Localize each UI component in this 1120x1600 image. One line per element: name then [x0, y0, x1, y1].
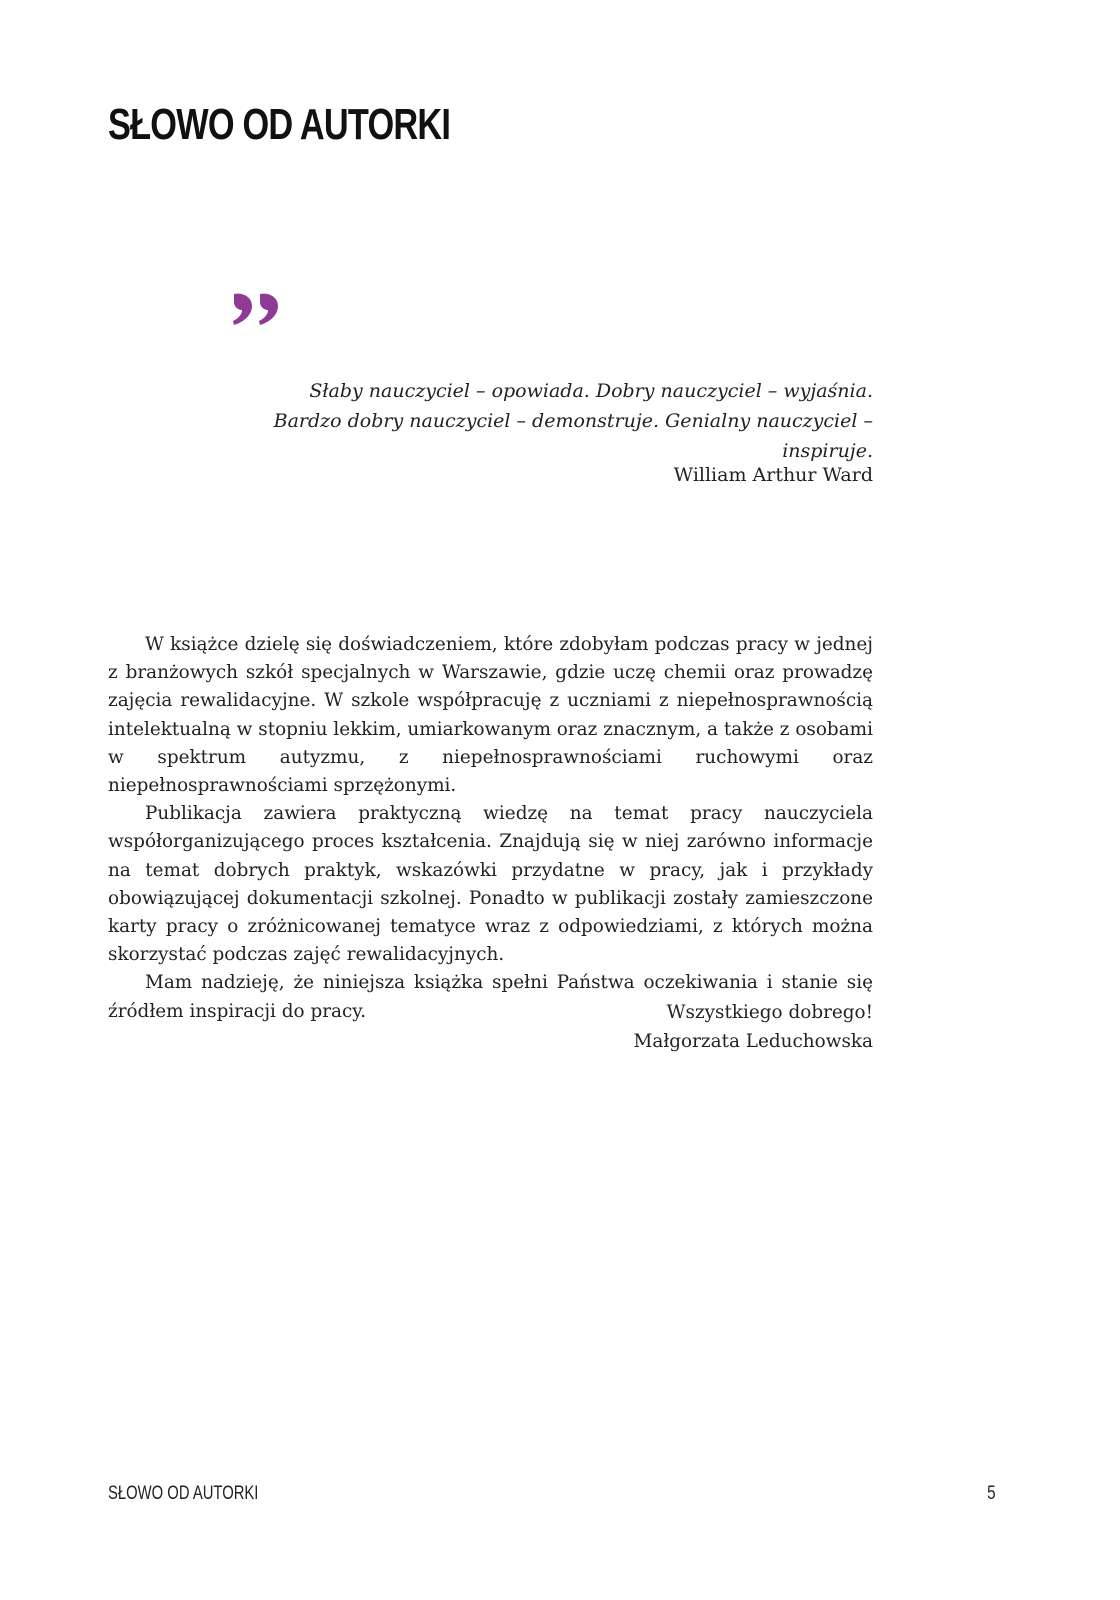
body-paragraph: W książce dzielę się doświadczeniem, które zdobyłam podczas pracy w jednej z branżowych szkół specjalnych w Warszawie, gdzie uczę chemii oraz prowadzę zajęcia rewalidacyjne. W szkole współpracuję z uczniami z niepełnosprawnością intelektualną w stopniu lekkim, umiarkowanym oraz znacznym, a także z osobami w spektrum autyzmu, z niepełnosprawnościami ruchowymi oraz niepełnosprawnościami sprzężonymi.	[108, 634, 873, 797]
body-paragraph: Publikacja zawiera praktyczną wiedzę na temat pracy nauczyciela współorganizującego proces kształcenia. Znajdują się w niej zarówno informacje na temat dobrych praktyk, wskazówki przydatne w pracy, jak i przykłady obowiązującej dokumentacji szkolnej. Ponadto w publikacji zostały zamieszczone karty pracy o zróżnicowanej tematyce wraz z odpowiedziami, z których można skorzystać podczas zajęć rewalidacyjnych.	[108, 803, 873, 966]
author-signature: Małgorzata Leduchowska	[633, 1031, 873, 1052]
body-paragraph: Mam nadzieję, że niniejsza książka spełni Państwa oczekiwania i stanie się źródłem inspiracji do pracy.	[108, 972, 873, 1022]
epigraph-author: William Arthur Ward	[673, 464, 873, 486]
closing-greeting: Wszystkiego dobrego!	[666, 1002, 873, 1023]
closing-quote-icon	[228, 282, 288, 332]
page-number: 5	[987, 1483, 996, 1504]
epigraph-quote	[200, 376, 873, 466]
page-title: SŁOWO OD AUTORKI	[108, 100, 451, 149]
footer-running-title: SŁOWO OD AUTORKI	[108, 1483, 259, 1504]
quote-glyphs	[233, 294, 278, 325]
closing-block	[400, 998, 873, 1056]
epigraph-line: Słaby nauczyciel – opowiada. Dobry nauczyciel – wyjaśnia.	[309, 380, 873, 402]
body-text	[108, 631, 873, 1026]
quote-comma-left	[233, 294, 252, 325]
quote-comma-right	[259, 294, 278, 325]
epigraph-line: Bardzo dobry nauczyciel – demonstruje. Genialny nauczyciel – inspiruje.	[273, 410, 873, 462]
